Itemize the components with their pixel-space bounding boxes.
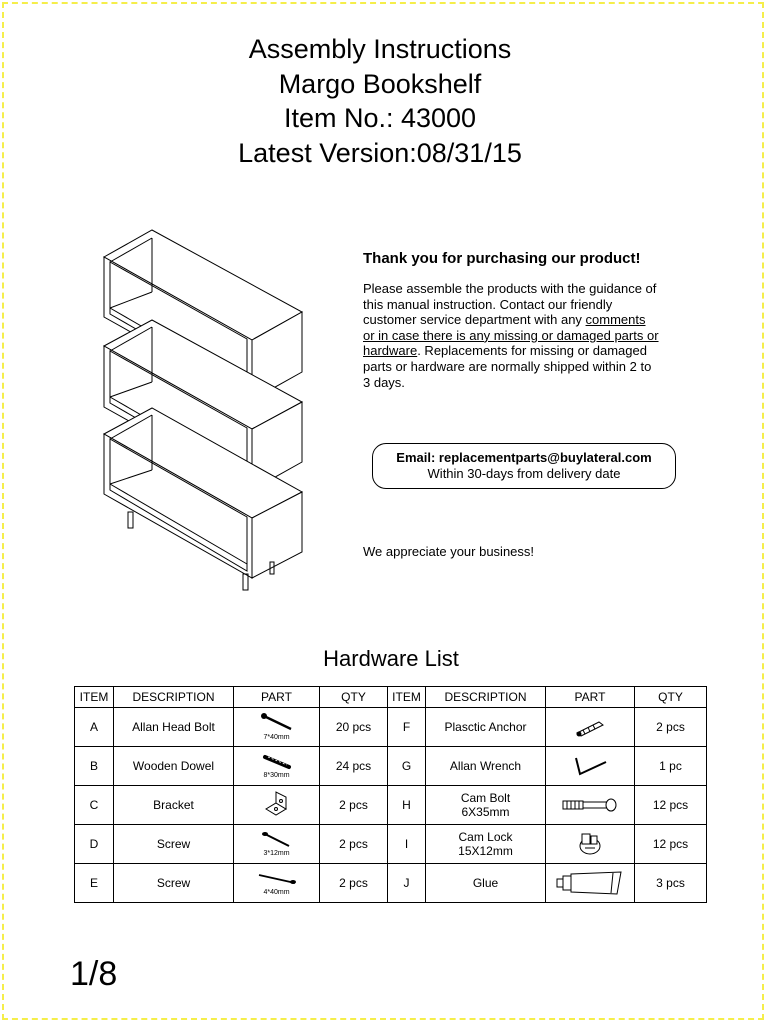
intro-line: parts or hardware are normally shipped within 2 to: [363, 358, 652, 374]
part-cell: [234, 786, 320, 825]
part-cell: [234, 708, 320, 747]
item-letter: E: [75, 864, 114, 903]
table-row: [75, 747, 707, 786]
item-letter: B: [75, 747, 114, 786]
comments-underlined: comments: [585, 312, 646, 328]
header-part: PART: [546, 687, 635, 708]
intro-line: 3 days.: [363, 374, 405, 390]
header-item: ITEM: [388, 687, 426, 708]
cam-bolt-icon: [560, 797, 620, 813]
table-row: [75, 708, 707, 747]
item-qty: 3 pcs: [635, 864, 707, 903]
header-qty: QTY: [320, 687, 388, 708]
intro-paragraph: [363, 281, 703, 390]
glue-icon: [555, 870, 625, 896]
item-size: 6X35mm: [461, 805, 510, 819]
hardware-underlined: hardware: [363, 343, 418, 359]
item-letter: F: [388, 708, 426, 747]
header-item: ITEM: [75, 687, 114, 708]
bookshelf-illustration: [92, 222, 312, 602]
item-qty: 2 pcs: [320, 786, 388, 825]
item-qty: 24 pcs: [320, 747, 388, 786]
item-description: Screw: [114, 864, 234, 903]
table-row: [75, 864, 707, 903]
wrench-icon: [570, 755, 610, 777]
contact-note: Within 30-days from delivery date: [427, 466, 621, 481]
item-letter: H: [388, 786, 426, 825]
table-row: [75, 786, 707, 825]
item-description: Allan Head Bolt: [114, 708, 234, 747]
header-qty: QTY: [635, 687, 707, 708]
hardware-table: [74, 686, 707, 903]
bracket-icon: [262, 791, 292, 819]
item-description: Cam Bolt: [460, 791, 511, 805]
item-number: Item No.: 43000: [283, 103, 477, 133]
page-number: 1/8: [70, 955, 118, 993]
part-cell: [546, 786, 635, 825]
item-letter: I: [388, 825, 426, 864]
item-description: Glue: [426, 864, 546, 903]
closing-text: We appreciate your business!: [363, 544, 535, 559]
screw-icon: [259, 830, 295, 850]
item-letter: G: [388, 747, 426, 786]
item-qty: 12 pcs: [635, 825, 707, 864]
header-part: PART: [234, 687, 320, 708]
item-letter: J: [388, 864, 426, 903]
intro-line: this manual instruction. Contact our friendly: [363, 296, 613, 312]
product-name: Margo Bookshelf: [278, 68, 482, 99]
header-description: DESCRIPTION: [426, 687, 546, 708]
dowel-icon: [259, 752, 295, 772]
item-description: Allan Wrench: [426, 747, 546, 786]
item-description: Screw: [114, 825, 234, 864]
part-cell: [546, 825, 635, 864]
contact-box: [372, 443, 676, 489]
hardware-list-title: Hardware List: [323, 646, 459, 671]
item-description: Bracket: [114, 786, 234, 825]
item-qty: 20 pcs: [320, 708, 388, 747]
header-description: DESCRIPTION: [114, 687, 234, 708]
part-cell: [234, 825, 320, 864]
part-cell: [546, 708, 635, 747]
anchor-icon: [573, 717, 607, 737]
item-qty: 2 pcs: [635, 708, 707, 747]
part-size: 4*40mm: [263, 889, 290, 896]
part-size: 7*40mm: [263, 734, 290, 741]
item-letter: A: [75, 708, 114, 747]
bolt-icon: [257, 712, 297, 734]
item-qty: 2 pcs: [320, 864, 388, 903]
intro-line-underlined: or in case there is any missing or damaged parts or: [363, 327, 659, 343]
contact-email[interactable]: Email: replacementparts@buylateral.com: [396, 450, 652, 465]
cam-lock-icon: [575, 830, 605, 858]
item-qty: 12 pcs: [635, 786, 707, 825]
item-description-cell: [426, 786, 546, 825]
version-date: Latest Version:08/31/15: [238, 137, 522, 168]
table-header-row: [75, 687, 707, 708]
intro-line: [363, 312, 703, 328]
part-size: 8*30mm: [263, 772, 290, 779]
table-row: [75, 825, 707, 864]
part-cell: [546, 747, 635, 786]
item-qty: 1 pc: [635, 747, 707, 786]
title-line: Assembly Instructions: [248, 34, 512, 64]
thank-you-heading: Thank you for purchasing our product!: [363, 250, 641, 267]
part-cell: [234, 864, 320, 903]
item-description-cell: [426, 825, 546, 864]
part-size: 3*12mm: [263, 850, 290, 857]
item-size: 15X12mm: [458, 844, 513, 858]
intro-line: [363, 343, 703, 359]
part-cell: [546, 864, 635, 903]
item-qty: 2 pcs: [320, 825, 388, 864]
item-letter: D: [75, 825, 114, 864]
item-description: Wooden Dowel: [114, 747, 234, 786]
intro-text: customer service department with any: [363, 312, 586, 328]
intro-line: Please assemble the products with the guidance of: [363, 281, 657, 296]
item-letter: C: [75, 786, 114, 825]
intro-text: . Replacements for missing or damaged: [417, 343, 647, 359]
item-description: Plasctic Anchor: [426, 708, 546, 747]
item-description: Cam Lock: [458, 830, 513, 844]
page-title: [0, 32, 760, 170]
part-cell: [234, 747, 320, 786]
screw-icon: [255, 869, 299, 889]
